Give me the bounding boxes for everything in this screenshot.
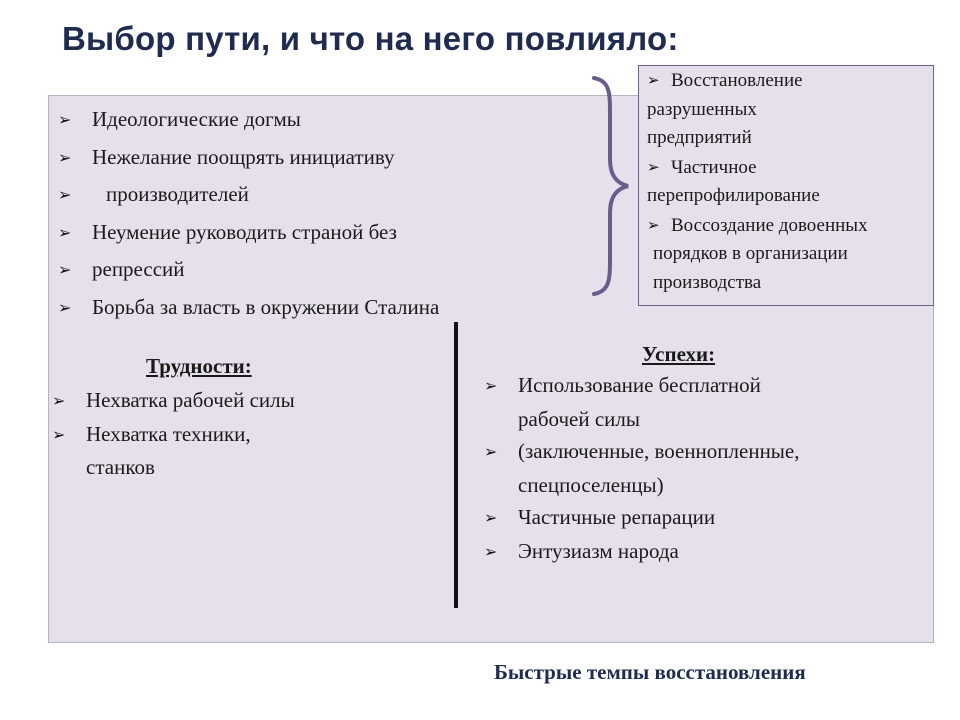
list-item-cont: спецпоселенцы) — [518, 472, 664, 497]
list-item: ➢ Идеологические догмы — [58, 104, 439, 142]
arrow-bullet-icon: ➢ — [52, 391, 66, 410]
list-item: ➢ Нехватка рабочей силы — [52, 384, 352, 418]
curly-brace-icon — [588, 75, 632, 297]
list-item-cont: рабочей силы — [518, 406, 640, 431]
list-item-cont: станков — [86, 455, 155, 479]
page-title: Выбор пути, и что на него повлияло: — [62, 20, 679, 57]
list-item: ➢ Борьба за власть в окружении Сталина — [58, 292, 439, 330]
arrow-bullet-icon: ➢ — [647, 71, 660, 89]
arrow-bullet-icon: ➢ — [484, 508, 498, 527]
results-item-cont: разрушенных — [647, 98, 757, 120]
arrow-bullet-icon: ➢ — [58, 222, 72, 242]
successes-list — [484, 369, 904, 568]
arrow-bullet-icon: ➢ — [58, 147, 72, 167]
successes-heading: Успехи: — [642, 342, 716, 366]
factors-list — [58, 104, 439, 329]
results-item-cont: перепрофилирование — [647, 185, 820, 206]
list-item: ➢ Неумение руководить страной без — [58, 217, 439, 255]
results-item: ➢ Воссоздание довоенных — [647, 211, 929, 241]
list-item: ➢ (заключенные, военнопленные, — [484, 435, 904, 469]
arrow-bullet-icon: ➢ — [58, 260, 72, 279]
list-item: ➢ Энтузиазм народа — [484, 535, 904, 569]
list-item: ➢ репрессий — [58, 254, 439, 292]
list-item: ➢ Нежелание поощрять инициативу — [58, 142, 439, 180]
arrow-bullet-icon: ➢ — [647, 215, 660, 234]
arrow-bullet-icon: ➢ — [58, 297, 72, 317]
results-box — [638, 65, 934, 306]
results-item-cont: предприятий — [647, 127, 752, 148]
arrow-bullet-icon: ➢ — [58, 110, 72, 129]
arrow-bullet-icon: ➢ — [484, 541, 498, 561]
arrow-bullet-icon: ➢ — [52, 424, 66, 444]
list-item: ➢ Нехватка техники, — [52, 418, 352, 452]
column-divider — [454, 322, 458, 608]
arrow-bullet-icon: ➢ — [647, 157, 660, 176]
arrow-bullet-icon: ➢ — [484, 442, 498, 461]
list-item: ➢ Частичные репарации — [484, 501, 904, 535]
difficulties-list — [52, 384, 352, 484]
list-item: ➢ производителей — [58, 179, 439, 217]
results-item-cont: порядков в организации — [653, 243, 848, 264]
list-item: ➢ Использование бесплатной — [484, 369, 904, 403]
difficulties-heading: Трудности: — [146, 354, 252, 378]
arrow-bullet-icon: ➢ — [484, 376, 498, 395]
conclusion-text: Быстрые темпы восстановления — [494, 660, 806, 684]
results-item: ➢ Восстановление — [647, 66, 929, 96]
arrow-bullet-icon: ➢ — [58, 185, 72, 204]
results-item-cont: производства — [653, 271, 762, 293]
results-item: ➢ Частичное — [647, 153, 929, 183]
